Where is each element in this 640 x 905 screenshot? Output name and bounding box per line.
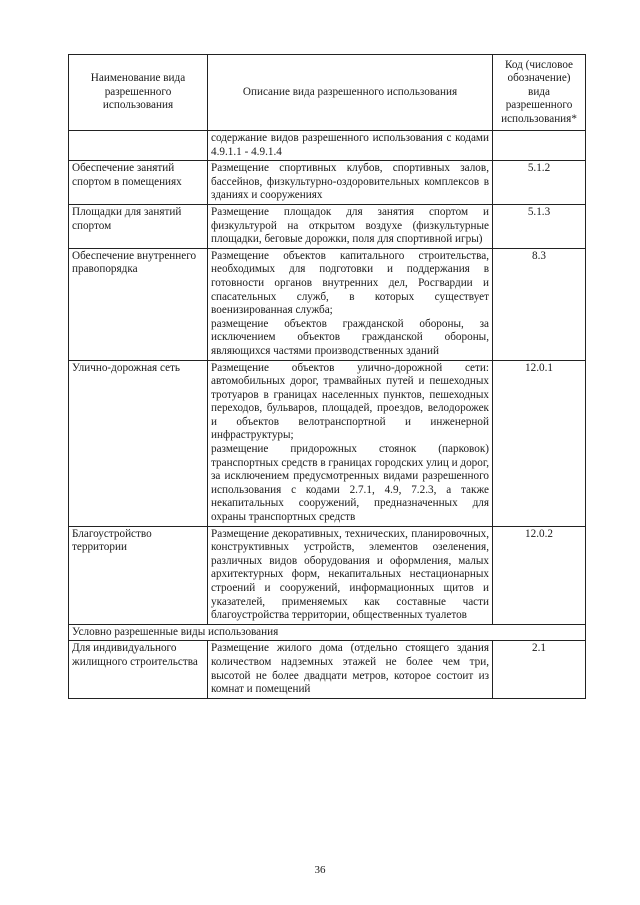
row-name: Для индивидуального жилищного строительства: [69, 641, 208, 698]
description-paragraph: Размещение объектов капитального строительства, необходимых для подготовки и поддержания в готовности органов внутренних дел, Росгвардии и спасательных служб, в которых существует военизированная служба;: [211, 249, 489, 317]
row-description: [208, 161, 493, 205]
row-code: 2.1: [493, 641, 586, 698]
table-row: [69, 526, 586, 624]
description-paragraph: размещение объектов гражданской обороны, за исключением объектов гражданской обороны, являющихся частями производственных зданий: [211, 317, 489, 357]
header-code: Код (числовое обозначение) вида разрешенного использования*: [493, 55, 586, 131]
description-paragraph: Размещение спортивных клубов, спортивных залов, бассейнов, физкультурно-оздоровительных комплексов в зданиях и сооружениях: [211, 162, 489, 202]
header-description: Описание вида разрешенного использования: [208, 55, 493, 131]
row-description: содержание видов разрешенного использования с кодами 4.9.1.1 - 4.9.1.4: [208, 131, 493, 161]
row-description: [208, 204, 493, 248]
row-name: Обеспечение внутреннего правопорядка: [69, 248, 208, 360]
row-code: 8.3: [493, 248, 586, 360]
description-paragraph: размещение придорожных стоянок (парковок) транспортных средств в границах городских улиц и дорог, за исключением предусмотренных видами разрешенного использования с кодами 2.7.1, 4.9, 7.2.3, а также некапитальных сооружений, предназначенных для охраны транспортных средств: [211, 443, 489, 524]
table-row: [69, 161, 586, 205]
table-row: [69, 360, 586, 526]
row-description: [208, 641, 493, 698]
section-row: [69, 624, 586, 641]
row-description: [208, 526, 493, 624]
row-name: Благоустройство территории: [69, 526, 208, 624]
land-use-table: [68, 54, 586, 699]
description-paragraph: Размещение объектов улично-дорожной сети: автомобильных дорог, трамвайных путей и пешеходных тротуаров в границах населенных пунктов, пешеходных переходов, бульваров, площадей, проездов, велодорожек и объектов велотранспортной и инженерной инфраструктуры;: [211, 361, 489, 442]
table-row: [69, 248, 586, 360]
table-row-continuation: [69, 131, 586, 161]
row-code: 12.0.1: [493, 360, 586, 526]
row-code: [493, 131, 586, 161]
section-title: Условно разрешенные виды использования: [69, 624, 586, 641]
table-row: [69, 204, 586, 248]
table-row: [69, 641, 586, 698]
header-name: Наименование вида разрешенного использования: [69, 55, 208, 131]
row-name: Площадки для занятий спортом: [69, 204, 208, 248]
page-number: 36: [314, 864, 326, 876]
row-description: [208, 360, 493, 526]
row-name: [69, 131, 208, 161]
description-paragraph: Размещение жилого дома (отдельно стоящего здания количеством надземных этажей не более чем три, высотой не более двадцати метров, которое состоит из комнат и помещений: [211, 642, 489, 696]
row-code: 5.1.3: [493, 204, 586, 248]
row-code: 12.0.2: [493, 526, 586, 624]
row-name: Улично-дорожная сеть: [69, 360, 208, 526]
row-description: [208, 248, 493, 360]
description-paragraph: Размещение площадок для занятия спортом и физкультурой на открытом воздухе (физкультурные площадки, беговые дорожки, поля для спортивной игры): [211, 205, 489, 246]
description-paragraph: Размещение декоративных, технических, планировочных, конструктивных устройств, элементов озеленения, различных видов оборудования и оформления, малых архитектурных форм, некапитальных нестационарных строений и сооружений, информационных щитов и указателей, применяемых как составные части благоустройства территории, общественных туалетов: [211, 527, 489, 622]
table-header-row: [69, 55, 586, 131]
row-code: 5.1.2: [493, 161, 586, 205]
table-body: [69, 131, 586, 699]
row-name: Обеспечение занятий спортом в помещениях: [69, 161, 208, 205]
